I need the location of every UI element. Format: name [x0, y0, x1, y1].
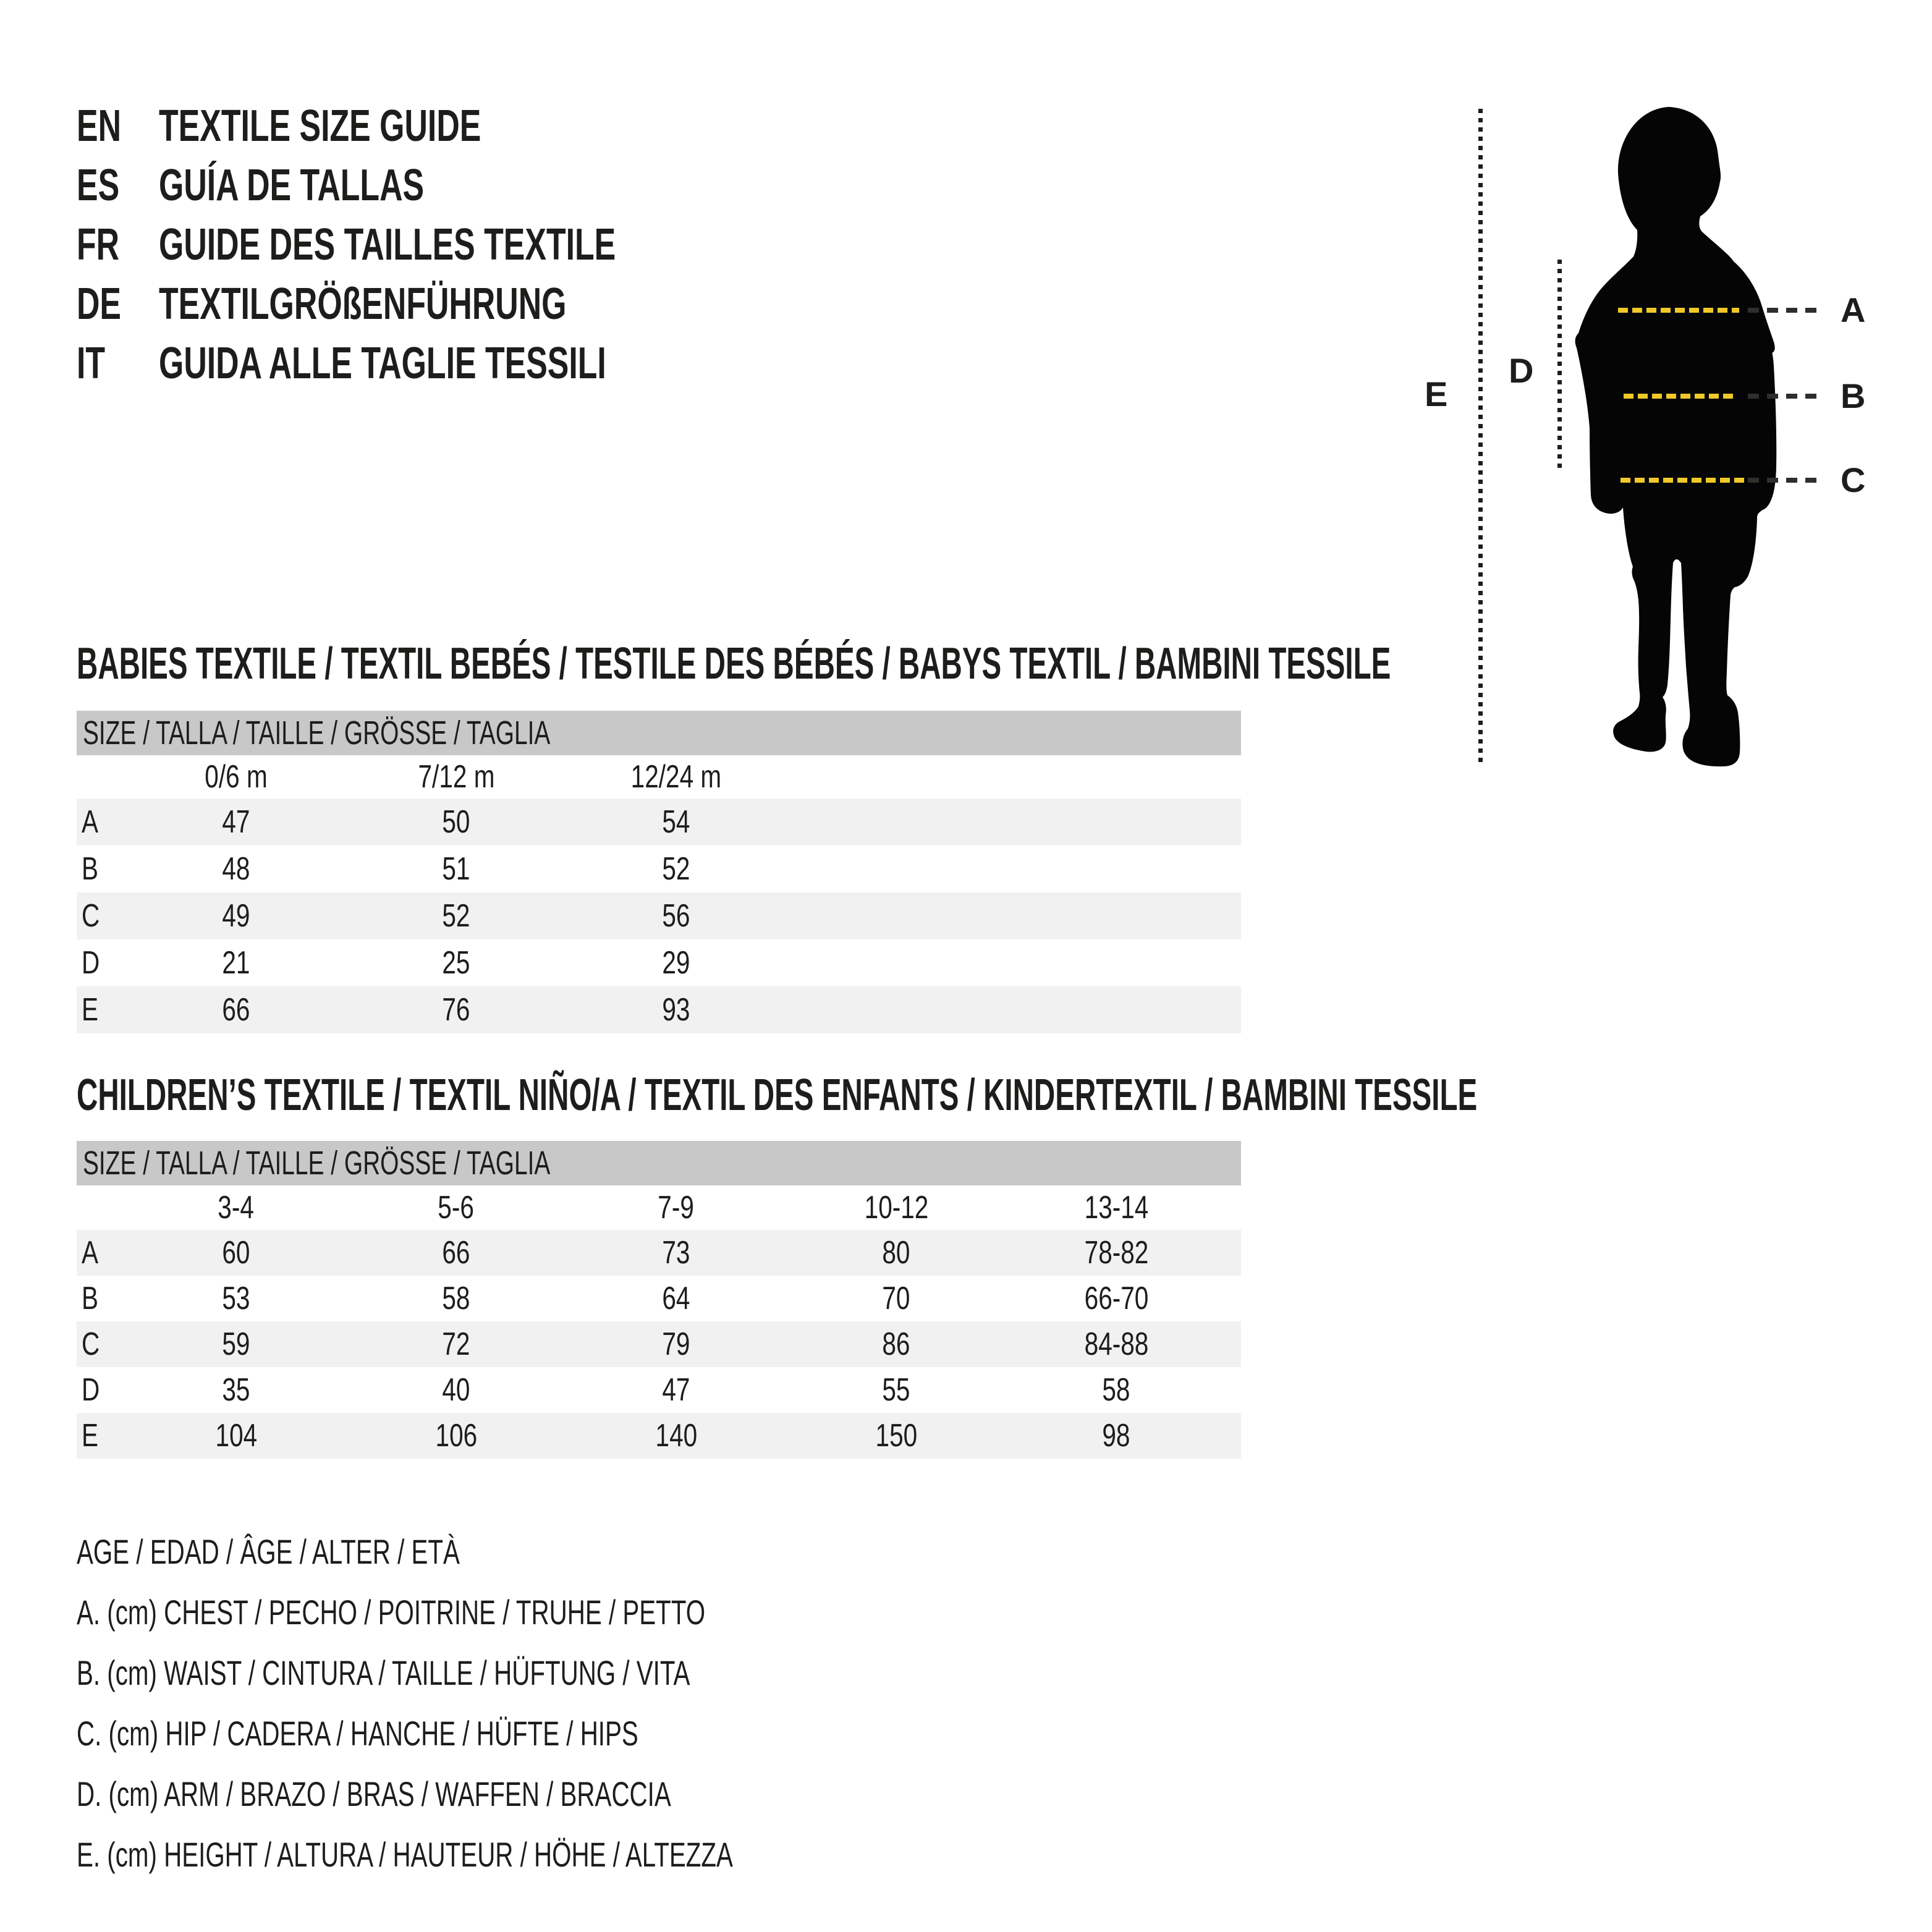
language-code [77, 219, 159, 270]
waist-dash-line-b [1624, 394, 1735, 399]
language-code-text: IT [77, 339, 106, 388]
children-section-title-text: CHILDREN’S TEXTILE / TEXTIL NIÑO/A / TEXTIL DES ENFANTS / KINDERTEXTIL / BAMBINI TESSILE [77, 1070, 1478, 1120]
row-label [77, 845, 126, 892]
table-cell [786, 1276, 1006, 1321]
row-label-text: E [82, 992, 99, 1028]
babies-section-title-text: BABIES TEXTILE / TEXTIL BEBÉS / TESTILE DES BÉBÉS / BABYS TEXTIL / BAMBINI TESSILE [77, 639, 1391, 688]
table-cell-value: 66 [222, 992, 250, 1028]
language-title [159, 338, 780, 389]
language-title [159, 160, 527, 211]
column-header [126, 1185, 346, 1230]
table-cell [346, 845, 566, 892]
table-cell-value: 72 [442, 1326, 470, 1362]
table-cell-value: 76 [442, 992, 470, 1028]
measurement-legend [77, 1522, 988, 1885]
row-label-text: B [82, 1281, 99, 1316]
table-row [77, 1230, 1241, 1276]
table-cell-value: 51 [442, 851, 470, 887]
legend-line [77, 1764, 988, 1824]
column-header-row [77, 1185, 1241, 1230]
table-cell [566, 892, 786, 939]
row-label-text: A [82, 1235, 99, 1271]
legend-line-text: B. (cm) WAIST / CINTURA / TAILLE / HÜFTUNG / VITA [77, 1653, 690, 1692]
table-cell [126, 1367, 346, 1413]
table-cell [346, 986, 566, 1033]
table-row [77, 892, 1241, 939]
row-label-text: E [82, 1418, 99, 1454]
table-cell [346, 939, 566, 986]
table-row [77, 1276, 1241, 1321]
table-cell [126, 892, 346, 939]
table-cell-value: 106 [435, 1418, 477, 1454]
table-cell-value: 47 [662, 1372, 690, 1408]
row-label [77, 1367, 126, 1413]
row-label-text: C [82, 898, 100, 934]
table-cell-value: 54 [662, 804, 690, 840]
table-cell [566, 1230, 786, 1276]
table-cell-value: 53 [222, 1281, 250, 1316]
column-header [786, 1185, 1006, 1230]
table-cell [566, 845, 786, 892]
legend-line [77, 1522, 988, 1582]
table-cell [126, 799, 346, 845]
table-row [77, 845, 1241, 892]
table-cell-value: 52 [442, 898, 470, 934]
table-cell-value: 84-88 [1084, 1326, 1148, 1362]
legend-line-text: C. (cm) HIP / CADERA / HANCHE / HÜFTE / HIPS [77, 1714, 638, 1753]
table-cell-value: 56 [662, 898, 690, 934]
table-cell [1006, 1230, 1226, 1276]
table-row [77, 1413, 1241, 1459]
row-label [77, 986, 126, 1033]
table-cell-value: 80 [882, 1235, 910, 1271]
legend-line [77, 1824, 988, 1885]
table-cell-value: 21 [222, 945, 250, 981]
table-cell [346, 1413, 566, 1459]
legend-line-text: E. (cm) HEIGHT / ALTURA / HAUTEUR / HÖHE / ALTEZZA [77, 1835, 733, 1874]
table-cell [1006, 1413, 1226, 1459]
table-cell [126, 1276, 346, 1321]
table-cell [1006, 1321, 1226, 1367]
row-label [77, 892, 126, 939]
table-cell-value: 50 [442, 804, 470, 840]
column-header [126, 755, 346, 799]
column-header-text: 12/24 m [630, 759, 722, 795]
table-row [77, 986, 1241, 1033]
table-cell-value: 60 [222, 1235, 250, 1271]
language-title-text: GUIDA ALLE TAGLIE TESSILI [159, 339, 606, 388]
language-title-list [77, 96, 794, 393]
hip-dash-leader-c [1748, 478, 1821, 483]
hip-dash-line-c [1621, 478, 1745, 483]
table-row [77, 1367, 1241, 1413]
table-cell [566, 1413, 786, 1459]
language-code [77, 338, 159, 389]
language-code [77, 160, 159, 211]
table-cell-value: 104 [215, 1418, 257, 1454]
table-cell [126, 1321, 346, 1367]
legend-line [77, 1643, 988, 1703]
children-table-header-bar [77, 1141, 1241, 1185]
column-header-text: 7-9 [658, 1190, 695, 1226]
table-cell [566, 939, 786, 986]
chest-dash-leader-a [1748, 308, 1821, 313]
table-cell [346, 799, 566, 845]
column-header [566, 1185, 786, 1230]
table-cell-value: 47 [222, 804, 250, 840]
child-silhouette [1573, 106, 1783, 771]
measure-label-d: D [1509, 351, 1534, 390]
column-header-text: 13-14 [1084, 1190, 1148, 1226]
table-cell-value: 93 [662, 992, 690, 1028]
table-row [77, 1321, 1241, 1367]
table-cell [126, 1413, 346, 1459]
column-header-text: 3-4 [218, 1190, 255, 1226]
language-title [159, 279, 725, 329]
measure-label-e: E [1425, 375, 1448, 413]
table-cell [346, 1276, 566, 1321]
row-label [77, 1276, 126, 1321]
row-label-spacer [77, 755, 126, 799]
column-header-row [77, 755, 1241, 799]
row-label-text: B [82, 851, 99, 887]
row-label [77, 799, 126, 845]
table-cell-value: 70 [882, 1281, 910, 1316]
table-cell [786, 1367, 1006, 1413]
column-header-text: 0/6 m [205, 759, 268, 795]
column-header [346, 755, 566, 799]
table-cell-value: 79 [662, 1326, 690, 1362]
row-label-text: D [82, 945, 100, 981]
table-cell-value: 59 [222, 1326, 250, 1362]
table-cell [346, 1321, 566, 1367]
table-cell [786, 1321, 1006, 1367]
language-title-text: GUÍA DE TALLAS [159, 161, 425, 210]
row-label [77, 939, 126, 986]
table-cell-value: 98 [1102, 1418, 1130, 1454]
measure-label-b: B [1841, 376, 1866, 415]
column-header [346, 1185, 566, 1230]
language-code-text: FR [77, 220, 120, 269]
language-row [77, 334, 794, 393]
table-cell-value: 140 [655, 1418, 697, 1454]
table-cell [566, 799, 786, 845]
table-cell-value: 150 [875, 1418, 917, 1454]
table-cell-value: 66 [442, 1235, 470, 1271]
column-header-text: 7/12 m [417, 759, 494, 795]
row-label-text: D [82, 1372, 100, 1408]
language-code-text: ES [77, 161, 120, 210]
column-header [1006, 1185, 1226, 1230]
row-label-text: A [82, 804, 99, 840]
table-cell-value: 52 [662, 851, 690, 887]
table-cell [786, 1413, 1006, 1459]
column-header [566, 755, 786, 799]
legend-line [77, 1582, 988, 1643]
row-label-text: C [82, 1326, 100, 1362]
child-silhouette-body [1575, 107, 1775, 766]
column-header-text: 10-12 [864, 1190, 928, 1226]
legend-line [77, 1703, 988, 1764]
table-cell [566, 1321, 786, 1367]
table-cell [566, 1367, 786, 1413]
legend-line-text: A. (cm) CHEST / PECHO / POITRINE / TRUHE / PETTO [77, 1593, 706, 1632]
table-cell-value: 66-70 [1084, 1281, 1148, 1316]
table-cell-value: 25 [442, 945, 470, 981]
language-row [77, 96, 794, 156]
table-cell-value: 86 [882, 1326, 910, 1362]
language-title-text: TEXTILGRÖßENFÜHRUNG [159, 279, 567, 329]
table-cell-value: 58 [442, 1281, 470, 1316]
language-code-text: DE [77, 279, 122, 329]
waist-dash-leader-b [1748, 394, 1821, 399]
table-cell [346, 1230, 566, 1276]
language-row [77, 215, 794, 274]
table-cell-value: 58 [1102, 1372, 1130, 1408]
table-cell [566, 1276, 786, 1321]
column-header-text: 5-6 [438, 1190, 475, 1226]
legend-line-text: AGE / EDAD / ÂGE / ALTER / ETÀ [77, 1532, 460, 1571]
table-cell-value: 55 [882, 1372, 910, 1408]
legend-line-text: D. (cm) ARM / BRAZO / BRAS / WAFFEN / BRACCIA [77, 1774, 671, 1813]
language-row [77, 156, 794, 215]
children-section-title [77, 1069, 1932, 1121]
table-cell-value: 64 [662, 1281, 690, 1316]
table-cell [1006, 1276, 1226, 1321]
table-cell-value: 40 [442, 1372, 470, 1408]
table-cell-value: 49 [222, 898, 250, 934]
table-cell-value: 29 [662, 945, 690, 981]
row-label-spacer [77, 1185, 126, 1230]
babies-table-header-text: SIZE / TALLA / TAILLE / GRÖSSE / TAGLIA [83, 714, 551, 752]
table-cell [566, 986, 786, 1033]
table-cell [126, 1230, 346, 1276]
table-row [77, 799, 1241, 845]
language-code [77, 279, 159, 329]
language-code [77, 101, 159, 151]
measure-label-a: A [1841, 290, 1866, 329]
table-cell [126, 939, 346, 986]
table-cell [1006, 1367, 1226, 1413]
babies-table-header-bar [77, 711, 1241, 755]
language-code-text: EN [77, 101, 122, 151]
table-cell-value: 48 [222, 851, 250, 887]
table-cell-value: 73 [662, 1235, 690, 1271]
language-title [159, 101, 606, 151]
chest-dash-line-a [1618, 308, 1739, 313]
row-label [77, 1413, 126, 1459]
table-cell [346, 892, 566, 939]
table-cell-value: 35 [222, 1372, 250, 1408]
row-label [77, 1321, 126, 1367]
table-cell-value: 78-82 [1084, 1235, 1148, 1271]
children-table-header-text: SIZE / TALLA / TAILLE / GRÖSSE / TAGLIA [83, 1145, 551, 1182]
language-title-text: TEXTILE SIZE GUIDE [159, 101, 481, 151]
row-label [77, 1230, 126, 1276]
table-row [77, 939, 1241, 986]
table-cell [126, 986, 346, 1033]
language-title-text: GUIDE DES TAILLES TEXTILE [159, 220, 616, 269]
measure-label-c: C [1841, 460, 1866, 499]
table-cell [786, 1230, 1006, 1276]
language-title [159, 219, 794, 270]
table-cell [126, 845, 346, 892]
language-row [77, 274, 794, 334]
table-cell [346, 1367, 566, 1413]
arm-measure-dotted-line-d [1557, 260, 1562, 470]
